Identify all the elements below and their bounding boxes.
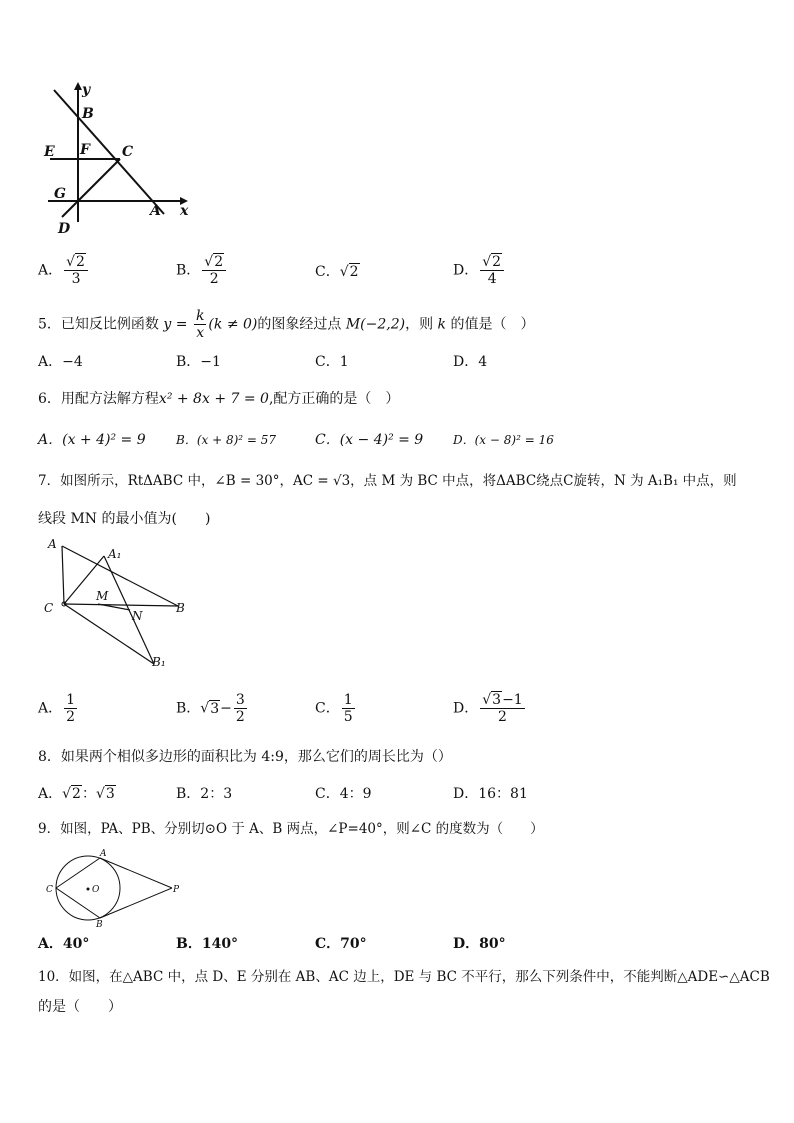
- q9-figure: [40, 848, 190, 928]
- question-5: 5．已知反比例函数 y = $\frac{k}{x}$ (k ≠ 0)的图象经过点 M(−2,2)，则 k 的值是（ ）: [38, 308, 535, 341]
- q9-option-c[interactable]: C．70°: [315, 936, 367, 952]
- line-gc: [76, 159, 120, 203]
- label-B: B: [176, 601, 185, 615]
- q6-option-b[interactable]: B．(x + 8)² = 57: [176, 433, 277, 447]
- q6-option-d[interactable]: D．(x − 8)² = 16: [453, 433, 554, 447]
- line-gd: [62, 203, 76, 217]
- question-10-line-2: 的是（ ）: [38, 999, 122, 1015]
- q6-option-c[interactable]: C．(x − 4)² = 9: [315, 432, 424, 448]
- label-O: O: [92, 885, 100, 895]
- label-B1: B₁: [152, 655, 166, 669]
- q8-option-d[interactable]: D．16：81: [453, 786, 528, 802]
- q5-option-b[interactable]: B．−1: [176, 354, 221, 370]
- question-7-line-2: 线段 MN 的最小值为( ): [38, 511, 211, 527]
- q4-option-b[interactable]: B． $\frac{√2}{2}$: [176, 254, 228, 287]
- q7-option-a[interactable]: A． $\frac{1}{2}$: [38, 692, 76, 725]
- q4-option-d[interactable]: D． $\frac{√2}{4}$: [453, 254, 506, 287]
- question-7-line-1: 7．如图所示，RtΔABC 中，∠B = 30°，AC = √3，点 M 为 BC 中点，将ΔABC绕点C旋转，N 为 A₁B₁ 中点，则: [38, 473, 737, 489]
- label-C: C: [46, 885, 53, 895]
- label-C: C: [44, 601, 54, 615]
- label-D: D: [58, 221, 71, 237]
- q7-option-b[interactable]: B．√3− $\frac{3}{2}$: [176, 692, 245, 725]
- label-F: F: [80, 142, 90, 158]
- label-M: M: [96, 589, 109, 603]
- q7-figure: [38, 536, 198, 672]
- label-N: N: [132, 609, 143, 623]
- label-P: P: [173, 885, 180, 895]
- q9-option-a[interactable]: A．40°: [38, 936, 90, 952]
- q4-figure: [38, 82, 198, 242]
- q9-option-d[interactable]: D．80°: [453, 936, 506, 952]
- label-B: B: [82, 106, 94, 122]
- q5-option-a[interactable]: A．−4: [38, 354, 83, 370]
- question-8: 8．如果两个相似多边形的面积比为 4:9，那么它们的周长比为（）: [38, 749, 452, 765]
- q5-option-c[interactable]: C．1: [315, 354, 349, 370]
- label-G: G: [54, 186, 66, 202]
- label-B: B: [96, 920, 103, 928]
- q4-option-c[interactable]: C．√2: [315, 264, 359, 280]
- question-10-line-1: 10．如图，在△ABC 中，点 D、E 分别在 AB、AC 边上，DE 与 BC 不平行，那么下列条件中，不能判断△ADE∽△ACB: [38, 969, 770, 985]
- label-A: A: [100, 849, 107, 859]
- q8-option-c[interactable]: C．4：9: [315, 786, 372, 802]
- label-A1: A₁: [108, 547, 122, 561]
- label-y: y: [82, 82, 91, 98]
- q4-option-a[interactable]: A． $\frac{√2}{3}$: [38, 254, 90, 287]
- q6-option-a[interactable]: A．(x + 4)² = 9: [38, 432, 146, 448]
- q8-option-b[interactable]: B．2：3: [176, 786, 233, 802]
- label-E: E: [44, 144, 55, 160]
- q5-option-d[interactable]: D．4: [453, 354, 488, 370]
- q7-option-d[interactable]: D． $\frac{√3-1}{2}$: [453, 692, 523, 725]
- q7-option-c[interactable]: C． $\frac{1}{5}$: [315, 692, 353, 725]
- question-6: 6．用配方法解方程x² + 8x + 7 = 0,配方正确的是（ ）: [38, 391, 400, 407]
- q8-option-a[interactable]: A．√2：√3: [38, 786, 115, 802]
- q9-option-b[interactable]: B．140°: [176, 936, 239, 952]
- line-ab: [54, 90, 164, 214]
- question-9: 9．如图，PA、PB、分别切⊙O 于 A、B 两点，∠P=40°，则∠C 的度数为（ ）: [38, 821, 544, 837]
- label-C: C: [122, 144, 134, 160]
- label-A: A: [150, 203, 161, 219]
- label-x: x: [180, 203, 189, 219]
- label-A: A: [48, 537, 57, 551]
